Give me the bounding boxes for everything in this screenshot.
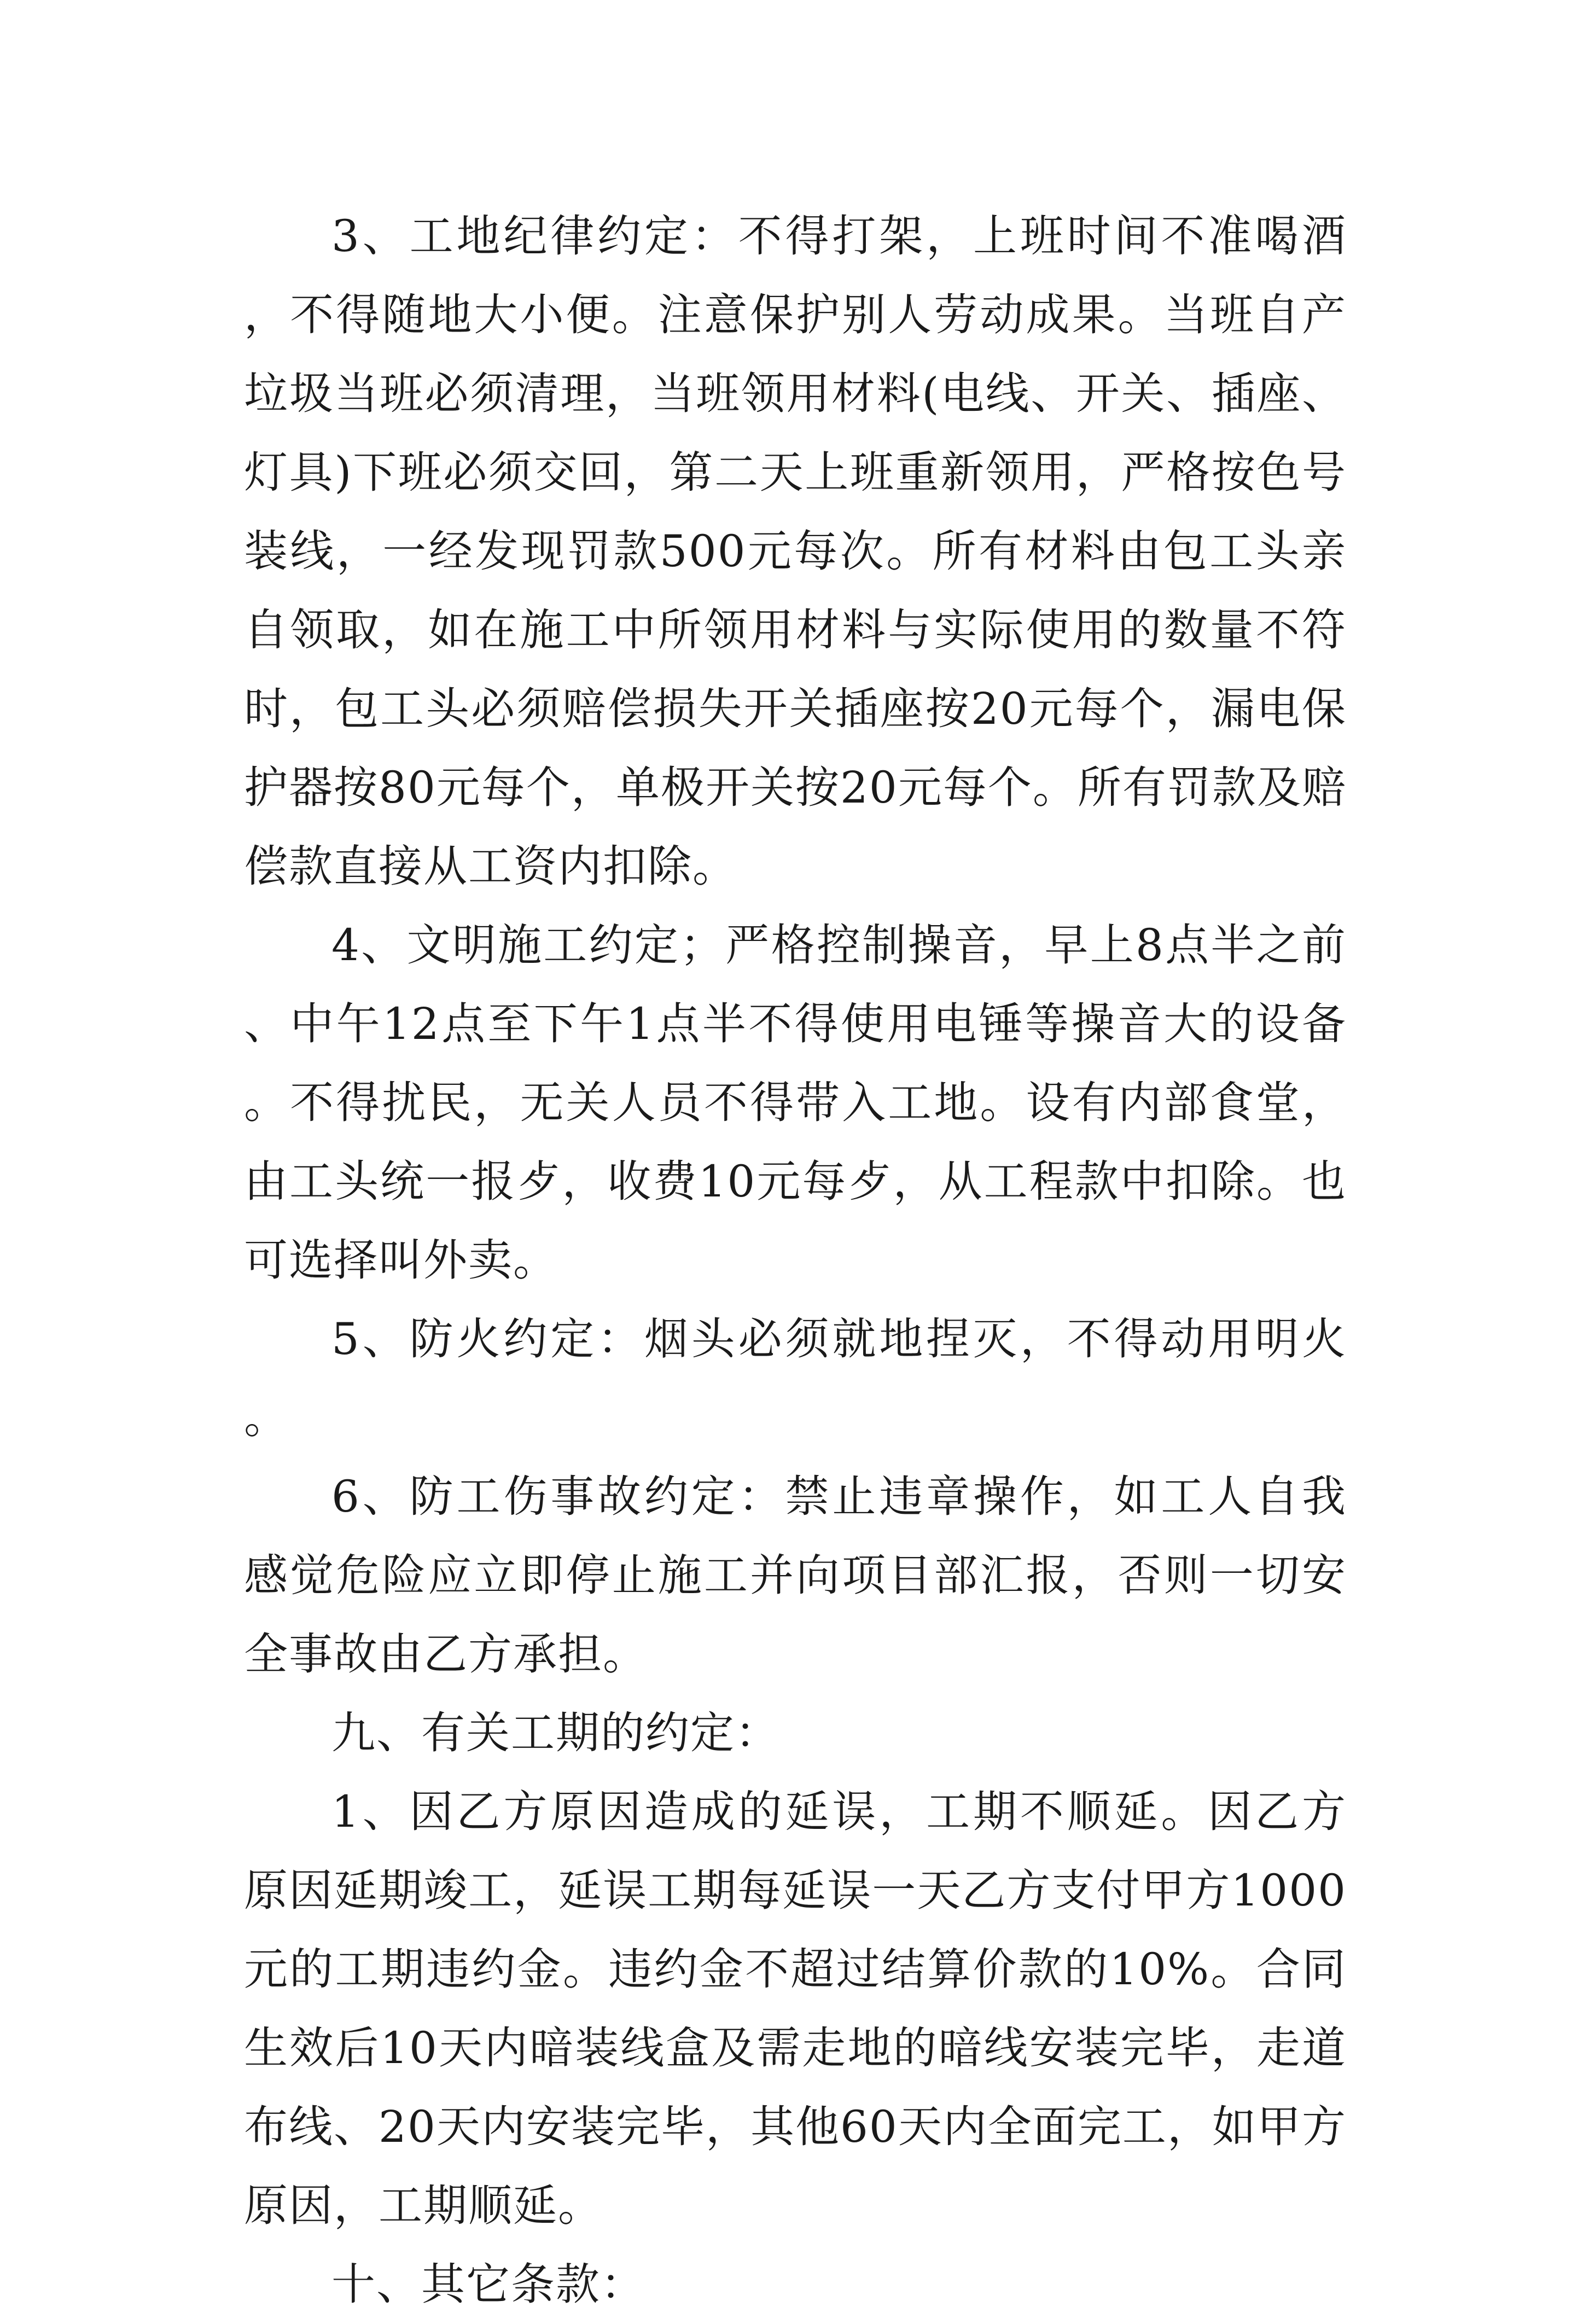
document-body bbox=[244, 197, 1347, 2324]
section-heading-other-terms: 十、其它条款： bbox=[331, 2259, 645, 2310]
clause-injury-prevention: 6、防工伤事故约定：禁止违章操作，如工人自我感觉危险应立即停止施工并向项目部汇报，否则一切安全事故由乙方承担。 bbox=[244, 1471, 1347, 1680]
clause-schedule-delay: 1、因乙方原因造成的延误，工期不顺延。因乙方原因延期竣工，延误工期每延误一天乙方支付甲方1000元的工期违约金。违约金不超过结算价款的10%。合同生效后10天内暗装线盒及需走地的暗线安装完毕，走道布线、20天内安装完毕，其他60天内全面完工，如甲方原因，工期顺延。 bbox=[244, 1786, 1347, 2231]
clause-fire-prevention: 5、防火约定：烟头必须就地捏灭，不得动用明火。 bbox=[244, 1314, 1347, 1443]
clause-site-discipline: 3、工地纪律约定：不得打架，上班时间不准喝酒，不得随地大小便。注意保护别人劳动成果。当班自产垃圾当班必须清理，当班领用材料(电线、开关、插座、灯具)下班必须交回，第二天上班重新领用，严格按色号装线，一经发现罚款500元每次。所有材料由包工头亲自领取，如在施工中所领用材料与实际使用的数量不符时，包工头必须赔偿损失开关插座按20元每个，漏电保护器按80元每个，单极开关按20元每个。所有罚款及赔偿款直接从工资内扣除。 bbox=[244, 211, 1347, 892]
clause-civilized-construction: 4、文明施工约定；严格控制操音，早上8点半之前、中午12点至下午1点半不得使用电锤等操音大的设备。不得扰民，无关人员不得带入工地。设有内部食堂，由工头统一报歺，收费10元每歺，从工程款中扣除。也可选择叫外卖。 bbox=[244, 920, 1347, 1286]
section-heading-schedule: 九、有关工期的约定： bbox=[331, 1707, 780, 1758]
